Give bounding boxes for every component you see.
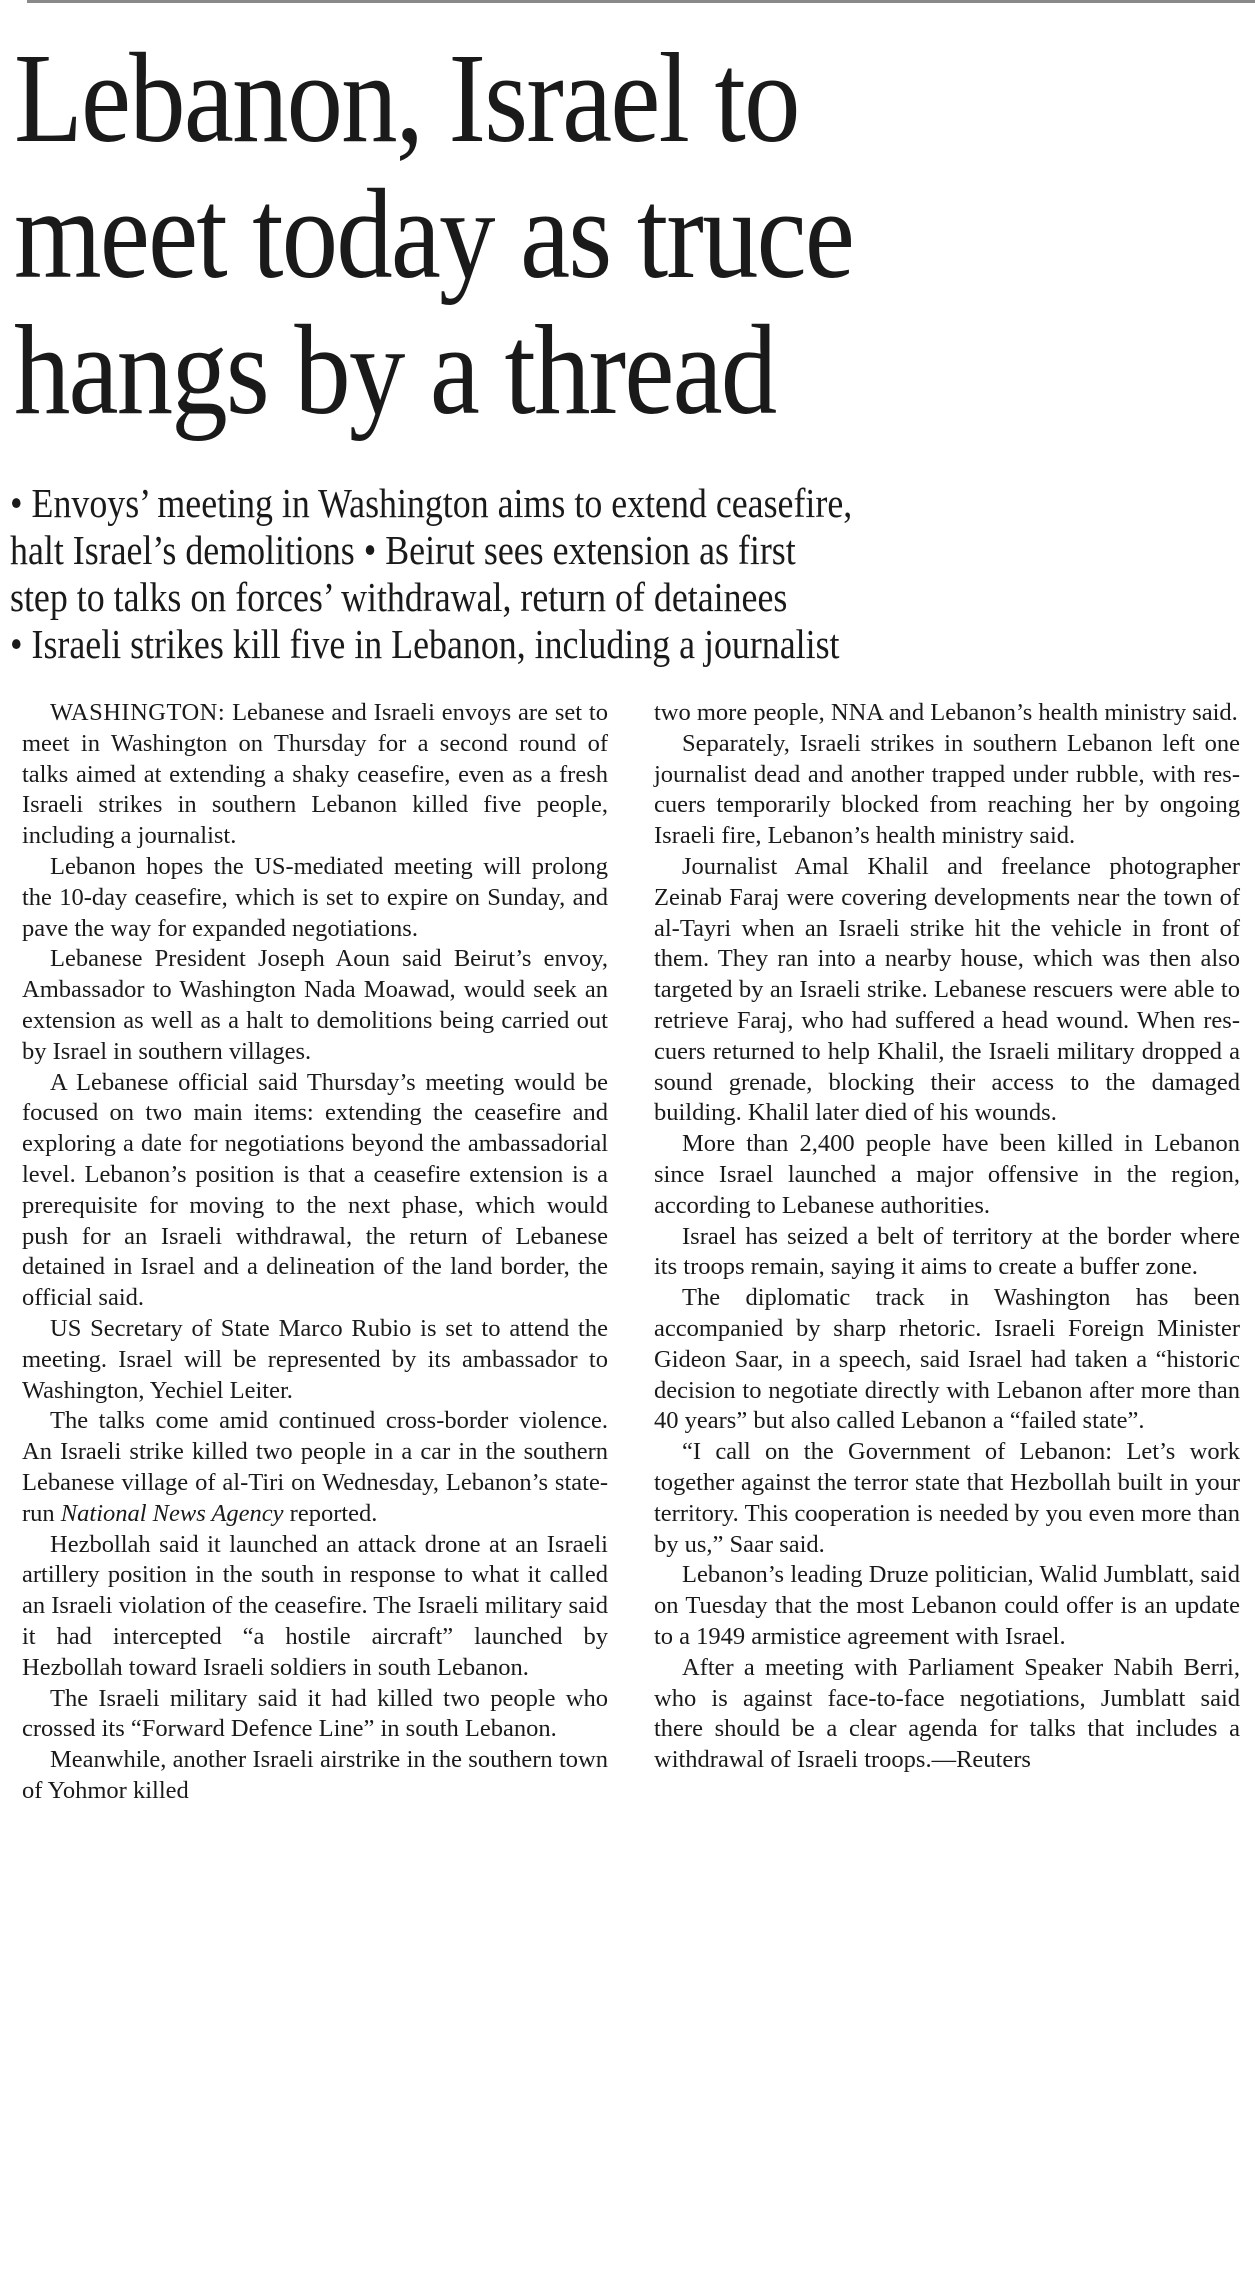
headline-line: meet today as truce — [14, 163, 854, 305]
article-body — [22, 698, 1240, 1807]
paragraph: Lebanon hopes the US-mediated meeting will prolong the 10-day ceasefire, which is set to expire on Sunday, and pave the way for expanded negotiations. — [22, 852, 608, 942]
paragraph: More than 2,400 people have been killed in Lebanon since Israel launched a major offensive in the region, according to Lebanese authorities. — [654, 1130, 1240, 1219]
paragraph — [22, 1406, 608, 1529]
top-rule-divider — [27, 0, 1255, 3]
paragraph-text: Lebanese and Israeli envoys are set to meet in Washington on Thursday for a second round of talks aimed at extending a shaky ceasefire, even as a fresh Israeli strikes in southern Lebanon killed five people, including a journalist. — [22, 699, 608, 850]
column-left — [22, 698, 608, 1807]
paragraph: A Lebanese official said Thursday’s meeting would be focused on two main items: extending the ceasefire and exploring a date for negotiations beyond the ambassadorial level. Lebanon’s position is that a ceasefire extension is a prerequisite for moving to the next phase, which would push for an Israeli withdrawal, the return of Lebanese detained in Israel and a delineation of the land border, the official said. — [22, 1068, 608, 1312]
paragraph: “I call on the Government of Lebanon: Let’s work together against the terror state that Hezbollah built in your territory. This cooperation is needed by you even more than by us,” Saar said. — [654, 1438, 1240, 1558]
paragraph: Journalist Amal Khalil and freelance photographer Zeinab Faraj were covering developments near the town of al-Tayri when an Israeli strike hit the vehicle in front of them. They ran into a nearby house, which was then also targeted by an Israeli strike. Lebanese rescuers were able to retrieve Faraj, who had suffered a head wound. When rescuers returned to help Khalil, the Israeli military dropped a sound grenade, blocking their access to the damaged building. Khalil later died of his wounds. — [654, 852, 1240, 1127]
paragraph — [22, 698, 608, 852]
paragraph: US Secretary of State Marco Rubio is set to attend the meeting. Israel will be represented by its ambassador to Washington, Yechiel Leiter. — [22, 1314, 608, 1404]
deck-line: • Envoys’ meeting in Washington aims to extend ceasefire, — [10, 480, 853, 526]
deck-line: • Israeli strikes kill five in Lebanon, including a journalist — [10, 621, 840, 667]
paragraph: After a meeting with Parliament Speaker Nabih Berri, who is against face-to-face negotiations, Jumblatt said there should be a clear agenda for talks that includes a withdrawal of Israeli troops.—Reuters — [654, 1653, 1240, 1774]
publication-name: National News Agency — [60, 1499, 284, 1527]
dateline: WASHINGTON: — [50, 699, 226, 726]
paragraph: The Israeli military said it had killed two people who crossed its “Forward Defence Line” in south Lebanon. — [22, 1684, 608, 1743]
paragraph-continued: two more people, NNA and Lebanon’s health ministry said. — [654, 699, 1238, 726]
paragraph: Hezbollah said it launched an attack drone at an Israeli artillery position in the south in response to what it called an Israeli violation of the ceasefire. The Israeli military said it had intercepted “a hostile aircraft” launched by Hezbollah toward Israeli soldiers in south Lebanon. — [22, 1530, 608, 1681]
deck-line: step to talks on forces’ withdrawal, return of detainees — [10, 574, 788, 620]
paragraph: Lebanon’s leading Druze politician, Walid Jumblatt, said on Tuesday that the most Lebanon could offer is an update to a 1949 armistice agreement with Israel. — [654, 1561, 1240, 1650]
headline-line: hangs by a thread — [14, 299, 776, 441]
column-right — [654, 698, 1240, 1807]
headline-line: Lebanon, Israel to — [14, 27, 799, 169]
paragraph-text: reported. — [283, 1499, 378, 1527]
paragraph: Israel has seized a belt of territory at the border where its troops remain, saying it aims to create a buffer zone. — [654, 1222, 1240, 1281]
deck-line: halt Israel’s demolitions • Beirut sees extension as first — [10, 527, 796, 573]
paragraph: Meanwhile, another Israeli airstrike in the southern town of Yohmor killed — [22, 1746, 608, 1804]
paragraph-text: The talks come amid continued cross-border violence. An Israeli strike killed two people in a car in the southern Lebanese village of al-Tiri on Wednesday, Lebanon’s state-run — [22, 1407, 608, 1527]
subheadline-deck — [10, 480, 1235, 668]
paragraph: Separately, Israeli strikes in southern Lebanon left one journalist dead and another trapped under rubble, with rescuers temporarily blocked from reaching her by ongoing Israeli fire, Lebanon’s health ministry said. — [654, 729, 1240, 850]
paragraph: The diplomatic track in Washington has been accompanied by sharp rhetoric. Israeli Foreign Minister Gideon Saar, in a speech, said Israel had taken a “historic decision to negotiate directly with Lebanon after more than 40 years” but also called Lebanon a “failed state”. — [654, 1284, 1240, 1435]
paragraph: Lebanese President Joseph Aoun said Beirut’s envoy, Ambassador to Washington Nada Moawad, would seek an extension as well as a halt to demolitions being carried out by Israel in southern villages. — [22, 945, 608, 1065]
headline — [14, 27, 1105, 441]
